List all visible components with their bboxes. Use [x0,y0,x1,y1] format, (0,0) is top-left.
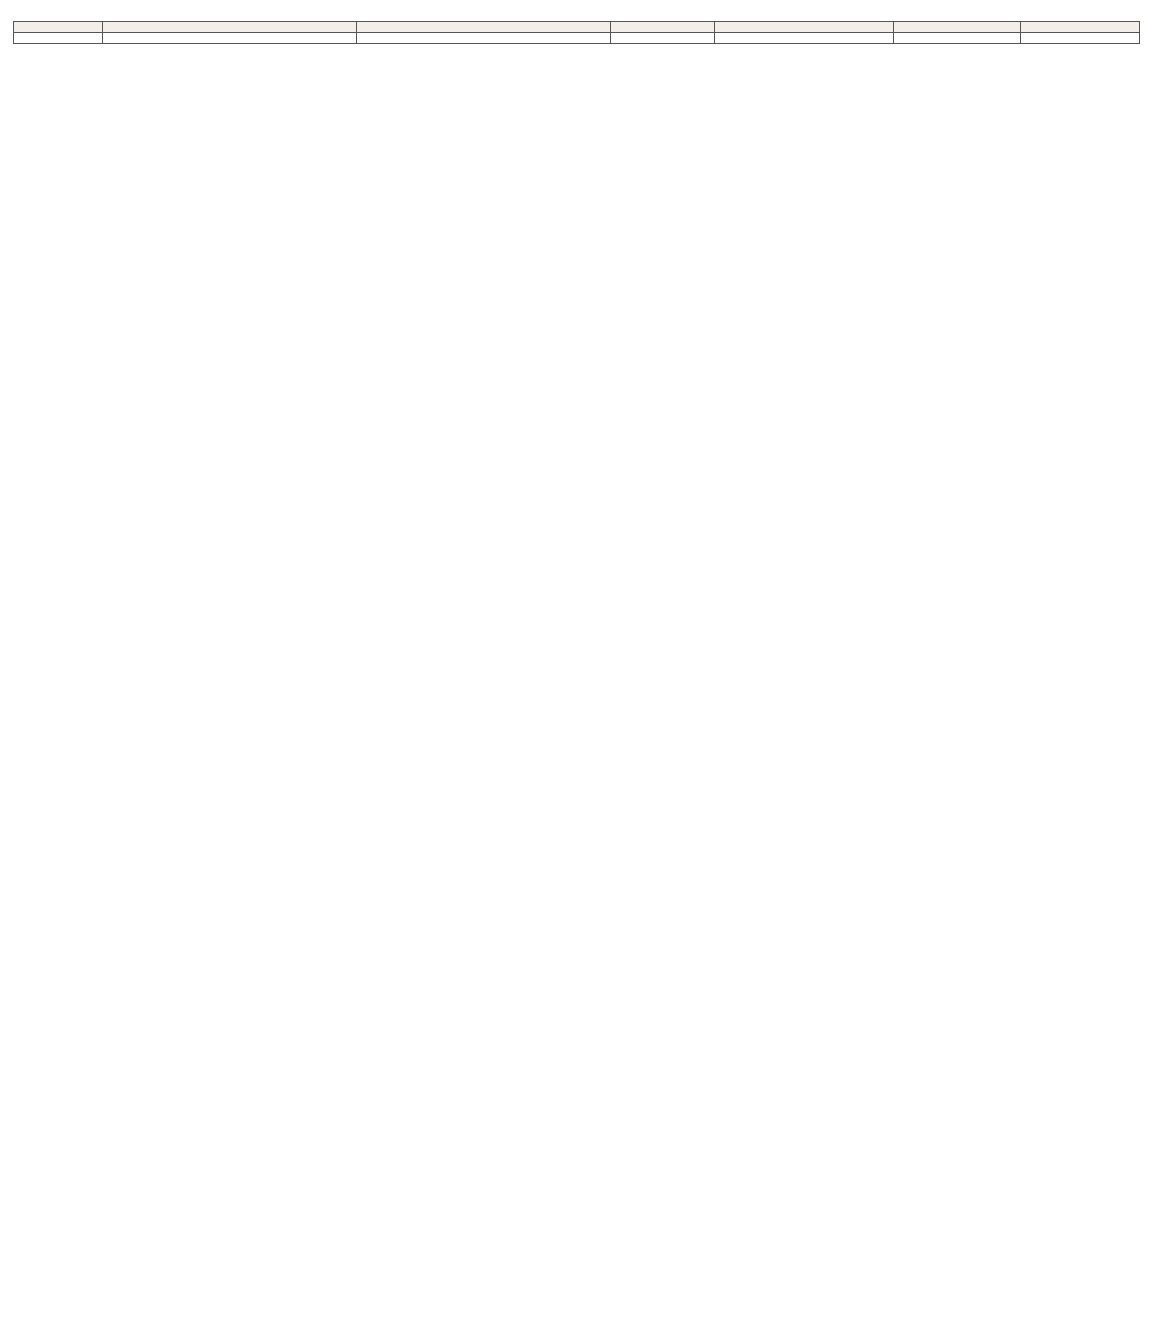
procurement-document [0,0,1152,44]
column-header [894,22,1021,33]
column-header [1021,22,1140,33]
cell-category [103,33,357,44]
package-list [13,21,1139,44]
column-header [715,22,894,33]
cell-qty [611,33,715,44]
column-header [14,22,103,33]
column-header [357,22,611,33]
cell-spec [715,33,894,44]
items-table [13,21,1140,44]
column-header [611,22,715,33]
cell-limit [1021,33,1140,44]
table-row [14,33,1140,44]
table-header-row [14,22,1140,33]
cell-target [357,33,611,44]
cell-budget [894,33,1021,44]
cell-no [14,33,103,44]
column-header [103,22,357,33]
